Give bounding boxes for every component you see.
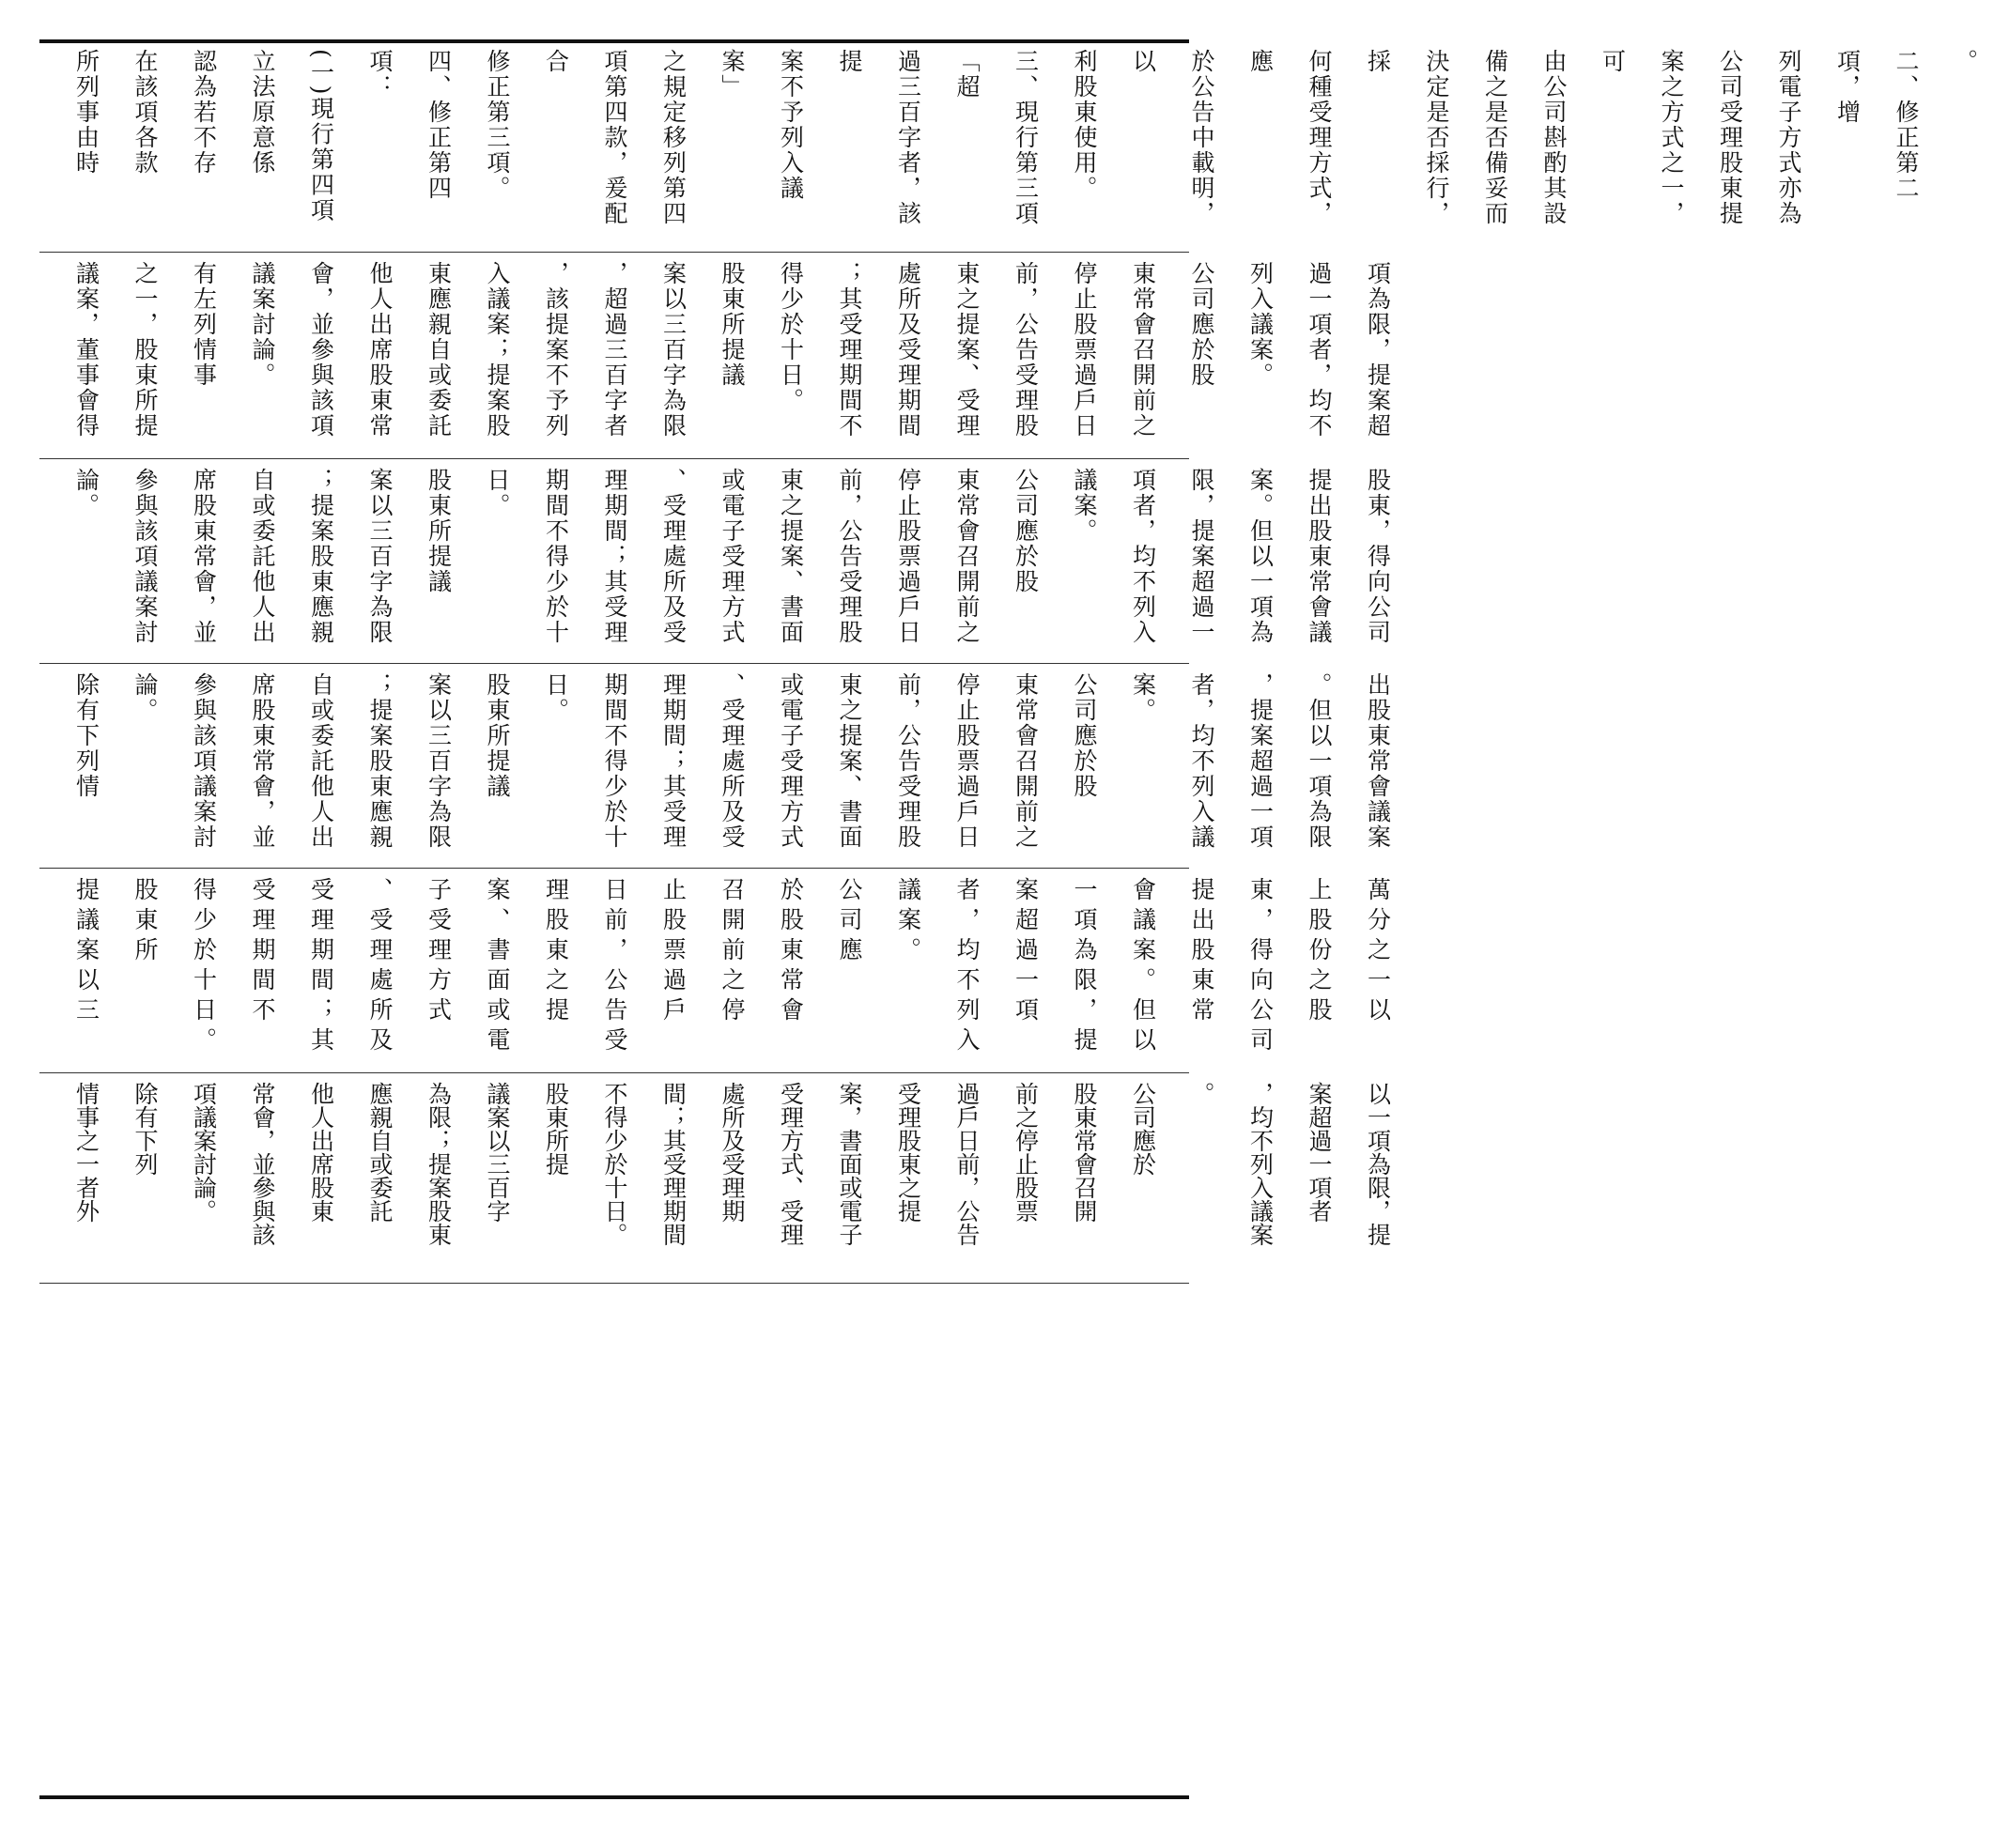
text-block-row-2 <box>56 261 1392 458</box>
text-block-row-6 <box>56 1082 1392 1281</box>
row-separator <box>39 1072 1189 1073</box>
row-6-text: 以一項為限，提 案超過一項者 ，均不列入議案 。 公司應於 股東常會召開 前之停止股票 過戶日前，公告 受理股東之提 案，書面或電子 受理方式、受理 處所及受理期 間；其受理期間 不得少於十日。 股東所提 議案以三百字 為限；提案股東 應親自或委託 他人出席股東 常會，並參與該 項議案討論。 除有下列 情事之一者外 <box>72 1082 1392 1246</box>
text-block-row-1 <box>56 49 1979 250</box>
bottom-rule <box>39 1795 1189 1799</box>
text-block-row-3 <box>56 468 1392 663</box>
row-4-text: 出股東常會議案 。但以一項為限 ，提案超過一項 者，均不列入議 案。 公司應於股 東常會召開前之 停止股票過戶日 前，公告受理股 東之提案、書面 或電子受理方式 、受理處所及受 理期間；其受理 期間不得少於十 日。 股東所提議 案以三百字為限 ；提案股東應親 自或委託他人出 席股東常會，並 參與該項議案討 論。 除有下列情 <box>72 672 1392 850</box>
row-separator <box>39 868 1189 869</box>
row-separator <box>39 252 1189 253</box>
row-separator <box>39 663 1189 664</box>
row-5-text: 萬分之一以 上股份之股 東，得向公司 提出股東常 會議案。但以 一項為限，提 案超過一項 者，均不列入 議案。 公司應 於股東常會 召開前之停 止股票過戶 日前，公告受 理股東之提 案、書面或電 子受理方式 、受理處所及 受理期間；其 受理期間不 得少於十日。 股東所 提議案以三 <box>72 877 1392 1057</box>
row-separator <box>39 458 1189 459</box>
row-separator <box>39 1283 1189 1284</box>
top-rule <box>39 39 1189 43</box>
text-block-row-4 <box>56 672 1392 868</box>
row-1-text: 。 二、修正第二項，增 列電子方式亦為 公司受理股東提 案之方式之一，可 由公司斟酌其設 備之是否備妥而 決定是否採行，採 何種受理方式，應 於公告中載明，以 利股東使用。 三、現行第三項「超 過三百字者，該提 案不予列入議案」 之規定移列第四 項第四款，爰配合 修正第三項。 四、修正第四項： (一)現行第四項 立法原意係 認為若不存 在該項各款 所列事由時 <box>72 49 1979 226</box>
row-3-text: 股東，得向公司 提出股東常會議 案。但以一項為 限，提案超過一 項者，均不列入 議案。 公司應於股 東常會召開前之 停止股票過戶日 前，公告受理股 東之提案、書面 或電子受理方式 、受理處所及受 理期間；其受理 期間不得少於十 日。 股東所提議 案以三百字為限 ；提案股東應親 自或委託他人出 席股東常會，並 參與該項議案討 論。 <box>72 468 1392 645</box>
row-2-text: 項為限，提案超 過一項者，均不 列入議案。 公司應於股 東常會召開前之 停止股票過戶日 前，公告受理股 東之提案、受理 處所及受理期間 ；其受理期間不 得少於十日。 股東所提議 案以三百字為限 ，超過三百字者 ，該提案不予列 入議案；提案股 東應親自或委託 他人出席股東常 會，並參與該項 議案討論。 有左列情事 之一，股東所提 議案，董事會得 <box>72 261 1392 439</box>
text-block-row-5 <box>56 877 1392 1072</box>
